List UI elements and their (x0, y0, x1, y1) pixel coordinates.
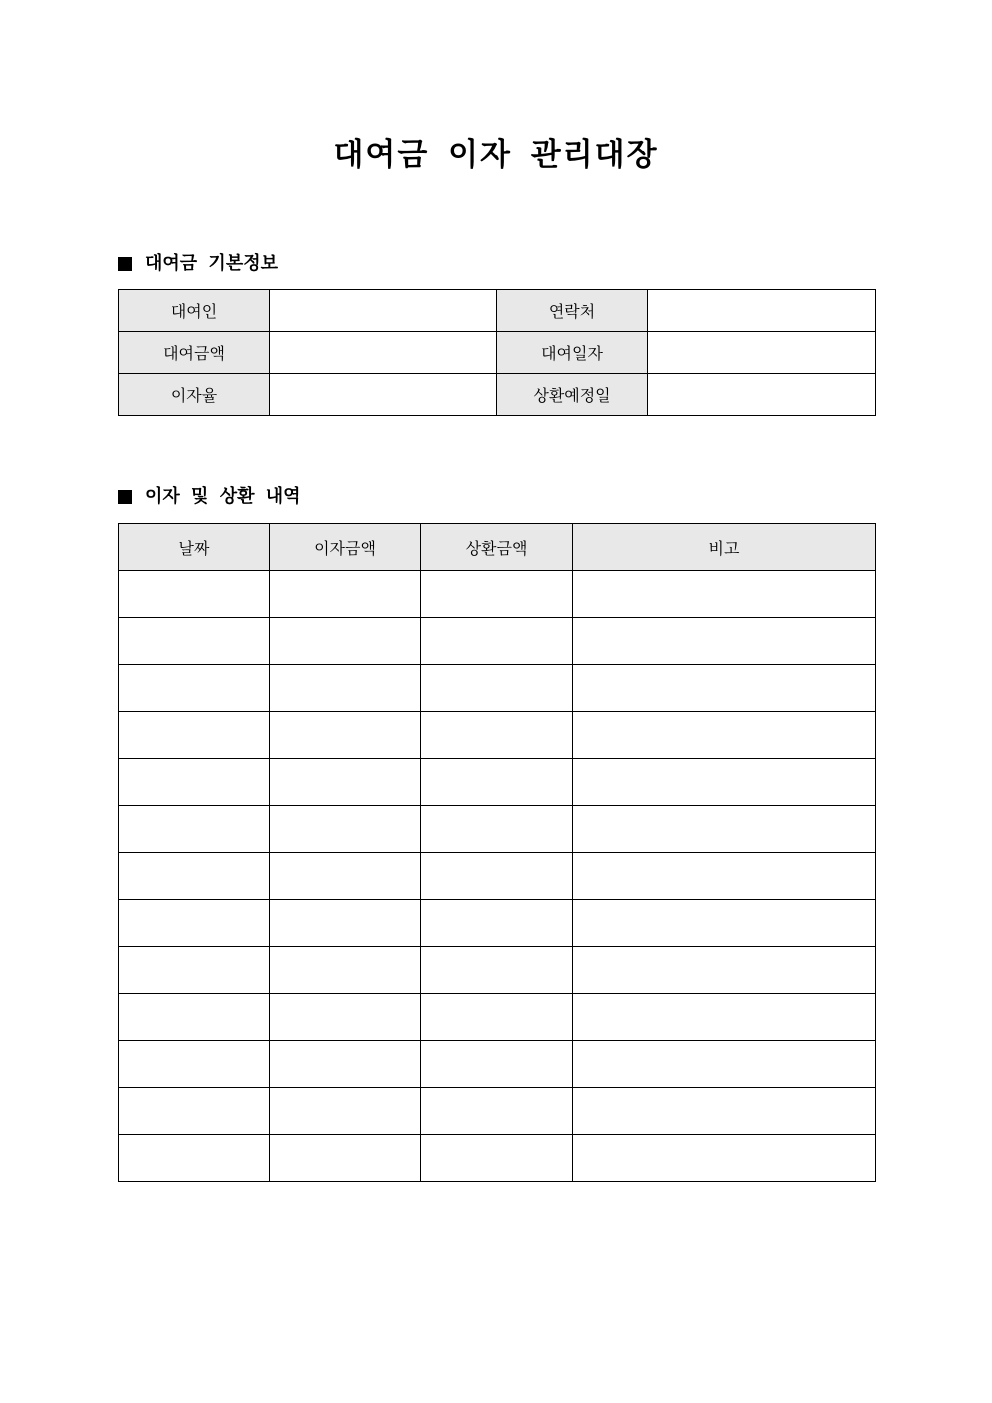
column-header-interest-amount: 이자금액 (270, 524, 421, 571)
column-header-date: 날짜 (119, 524, 270, 571)
loan-date-field[interactable] (648, 332, 876, 374)
remarks-cell[interactable] (573, 900, 876, 947)
remarks-cell[interactable] (573, 1041, 876, 1088)
repayment-amount-cell[interactable] (421, 994, 573, 1041)
history-table (118, 523, 876, 1182)
remarks-cell[interactable] (573, 1088, 876, 1135)
interest-amount-cell[interactable] (270, 571, 421, 618)
repayment-amount-cell[interactable] (421, 665, 573, 712)
table-row (119, 900, 876, 947)
table-row (119, 1135, 876, 1182)
repayment-amount-cell[interactable] (421, 853, 573, 900)
section-heading-label: 대여금 기본정보 (145, 253, 278, 274)
interest-amount-cell[interactable] (270, 994, 421, 1041)
date-cell[interactable] (119, 806, 270, 853)
column-header-remarks: 비고 (573, 524, 876, 571)
square-bullet-icon (118, 257, 132, 271)
interest-rate-label: 이자율 (119, 374, 270, 416)
date-cell[interactable] (119, 1135, 270, 1182)
interest-amount-cell[interactable] (270, 759, 421, 806)
remarks-cell[interactable] (573, 665, 876, 712)
repayment-amount-cell[interactable] (421, 900, 573, 947)
date-cell[interactable] (119, 759, 270, 806)
table-row (119, 290, 876, 332)
remarks-cell[interactable] (573, 853, 876, 900)
section-heading-history (118, 485, 301, 509)
section-heading-basic-info (118, 252, 278, 276)
date-cell[interactable] (119, 571, 270, 618)
date-cell[interactable] (119, 947, 270, 994)
interest-amount-cell[interactable] (270, 618, 421, 665)
interest-amount-cell[interactable] (270, 712, 421, 759)
repayment-amount-cell[interactable] (421, 1088, 573, 1135)
date-cell[interactable] (119, 618, 270, 665)
contact-field[interactable] (648, 290, 876, 332)
remarks-cell[interactable] (573, 806, 876, 853)
table-row (119, 853, 876, 900)
date-cell[interactable] (119, 900, 270, 947)
remarks-cell[interactable] (573, 571, 876, 618)
interest-amount-cell[interactable] (270, 1088, 421, 1135)
repayment-due-field[interactable] (648, 374, 876, 416)
interest-amount-cell[interactable] (270, 1135, 421, 1182)
page-title: 대여금 이자 관리대장 (333, 137, 659, 173)
basic-info-table (118, 289, 876, 416)
interest-amount-cell[interactable] (270, 806, 421, 853)
section-heading-label: 이자 및 상환 내역 (145, 486, 301, 507)
repayment-amount-cell[interactable] (421, 947, 573, 994)
repayment-amount-cell[interactable] (421, 618, 573, 665)
table-header-row (119, 524, 876, 571)
table-row (119, 947, 876, 994)
repayment-amount-cell[interactable] (421, 1135, 573, 1182)
repayment-amount-cell[interactable] (421, 806, 573, 853)
remarks-cell[interactable] (573, 618, 876, 665)
repayment-amount-cell[interactable] (421, 759, 573, 806)
repayment-due-label: 상환예정일 (497, 374, 648, 416)
remarks-cell[interactable] (573, 1135, 876, 1182)
column-header-repayment-amount: 상환금액 (421, 524, 573, 571)
table-row (119, 332, 876, 374)
interest-rate-field[interactable] (270, 374, 497, 416)
table-row (119, 1041, 876, 1088)
table-row (119, 374, 876, 416)
loan-amount-field[interactable] (270, 332, 497, 374)
table-row (119, 1088, 876, 1135)
date-cell[interactable] (119, 1041, 270, 1088)
remarks-cell[interactable] (573, 759, 876, 806)
loan-amount-label: 대여금액 (119, 332, 270, 374)
date-cell[interactable] (119, 712, 270, 759)
table-row (119, 759, 876, 806)
remarks-cell[interactable] (573, 712, 876, 759)
interest-amount-cell[interactable] (270, 665, 421, 712)
date-cell[interactable] (119, 1088, 270, 1135)
table-row (119, 994, 876, 1041)
repayment-amount-cell[interactable] (421, 571, 573, 618)
table-row (119, 806, 876, 853)
repayment-amount-cell[interactable] (421, 1041, 573, 1088)
contact-label: 연락처 (497, 290, 648, 332)
lender-field[interactable] (270, 290, 497, 332)
repayment-amount-cell[interactable] (421, 712, 573, 759)
remarks-cell[interactable] (573, 994, 876, 1041)
table-row (119, 665, 876, 712)
square-bullet-icon (118, 490, 132, 504)
interest-amount-cell[interactable] (270, 900, 421, 947)
table-row (119, 712, 876, 759)
remarks-cell[interactable] (573, 947, 876, 994)
table-row (119, 571, 876, 618)
interest-amount-cell[interactable] (270, 853, 421, 900)
interest-amount-cell[interactable] (270, 947, 421, 994)
interest-amount-cell[interactable] (270, 1041, 421, 1088)
date-cell[interactable] (119, 665, 270, 712)
lender-label: 대여인 (119, 290, 270, 332)
loan-date-label: 대여일자 (497, 332, 648, 374)
date-cell[interactable] (119, 994, 270, 1041)
date-cell[interactable] (119, 853, 270, 900)
history-table-body (119, 571, 876, 1182)
table-row (119, 618, 876, 665)
